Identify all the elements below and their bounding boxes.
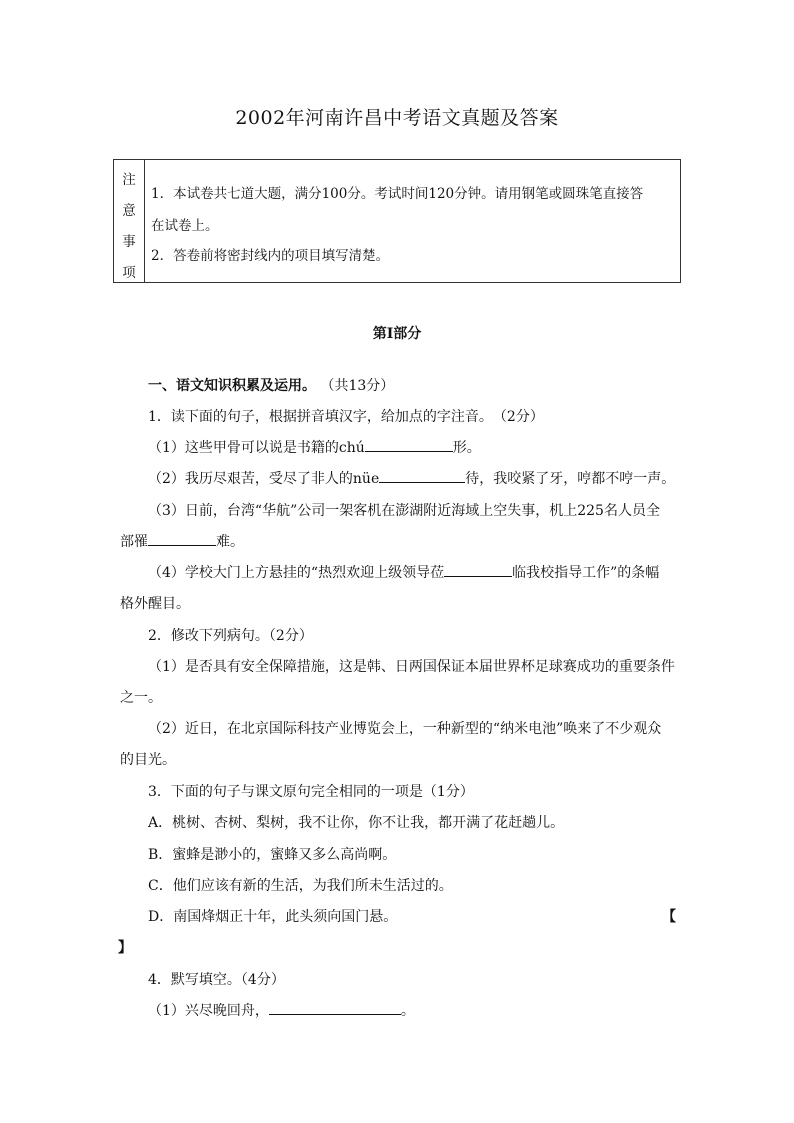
notice-line: 1．本试卷共七道大题，满分100分。考试时间120分钟。请用钢笔或圆珠笔直接答	[151, 186, 644, 202]
q2-item-1-line-2: 之一。	[120, 690, 162, 706]
q1-item-1	[148, 437, 481, 457]
answer-blank[interactable]	[148, 531, 216, 546]
notice-line: 2．答卷前将密封线内的项目填写清楚。	[151, 248, 390, 264]
q3-option-a: A．桃树、杏树、梨树，我不让你，你不让我，都开满了花赶趟儿。	[148, 815, 565, 831]
notice-label-column	[114, 160, 145, 282]
q2-item-2-line-2: 的目光。	[120, 752, 176, 768]
part1-heading: 一、语文知识积累及运用。	[148, 378, 316, 394]
answer-bracket-open: 【	[662, 909, 676, 925]
q1-item-3-text: 部罹	[120, 534, 148, 550]
answer-blank[interactable]	[379, 468, 465, 483]
q1-item-1-text-end: 形。	[452, 440, 481, 456]
q1-item-4-line-2: 格外醒目。	[120, 596, 190, 612]
q4-item-1-text-end: 。	[400, 1003, 415, 1019]
q1-item-2-text-end: 待，我咬紧了牙，哼都不哼一声。	[465, 471, 676, 487]
q3-option-d: D．南国烽烟正十年，此头须向国门悬。	[148, 909, 398, 925]
q1-item-1-text: （1）这些甲骨可以说是书籍的chú	[148, 440, 365, 456]
q1-item-3-text-end: 难。	[216, 534, 244, 550]
q1-item-4-line-1	[148, 562, 659, 582]
q2-item-1-line-1: （1）是否具有安全保障措施，这是韩、日两国保证本届世界杯足球赛成功的重要条件	[148, 659, 675, 675]
part1-heading-row	[148, 375, 394, 395]
q1-item-2	[148, 468, 675, 488]
q1-item-2-text: （2）我历尽艰苦，受尽了非人的nüe	[148, 471, 380, 487]
q2-stem: 2．修改下列病句。（2分）	[148, 628, 313, 644]
answer-blank[interactable]	[444, 562, 512, 577]
q1-item-4-text: （4）学校大门上方悬挂的“热烈欢迎上级领导莅	[148, 565, 445, 581]
answer-bracket-close: 】	[118, 940, 132, 956]
q1-item-3-line-2	[120, 531, 244, 551]
section-title: 第Ⅰ部分	[372, 326, 422, 342]
notice-box	[113, 159, 681, 283]
q4-item-1	[148, 1000, 415, 1020]
q2-item-2-line-1: （2）近日，在北京国际科技产业博览会上，一种新型的“纳米电池”唤来了不少观众	[148, 721, 662, 737]
q1-item-4-text-end: 临我校指导工作”的条幅	[512, 565, 660, 581]
notice-line: 在试卷上。	[151, 218, 219, 234]
answer-blank[interactable]	[269, 1000, 401, 1015]
answer-blank[interactable]	[365, 437, 453, 452]
q1-stem: 1．读下面的句子，根据拼音填汉字，给加点的字注音。 （2分）	[148, 409, 544, 425]
page-title: 2002年河南许昌中考语文真题及答案	[235, 107, 559, 129]
q3-option-b: B．蜜蜂是渺小的，蜜蜂又多么高尚啊。	[148, 847, 397, 863]
notice-label-char: 事	[122, 234, 136, 250]
part1-heading-score: （共13分）	[320, 378, 395, 394]
q3-option-c: C．他们应该有新的生活，为我们所未生活过的。	[148, 878, 453, 894]
notice-label-char: 项	[122, 265, 136, 281]
q3-stem: 3．下面的句子与课文原句完全相同的一项是（1分）	[148, 784, 474, 800]
q1-item-3-line-1: （3）日前，台湾“华航”公司一架客机在澎湖附近海域上空失事，机上225名人员全	[148, 503, 660, 519]
q4-item-1-text: （1）兴尽晚回舟，	[148, 1003, 269, 1019]
notice-label-char: 意	[122, 203, 136, 219]
q4-stem: 4．默写填空。（4分）	[148, 972, 285, 988]
notice-label-char: 注	[122, 172, 136, 188]
